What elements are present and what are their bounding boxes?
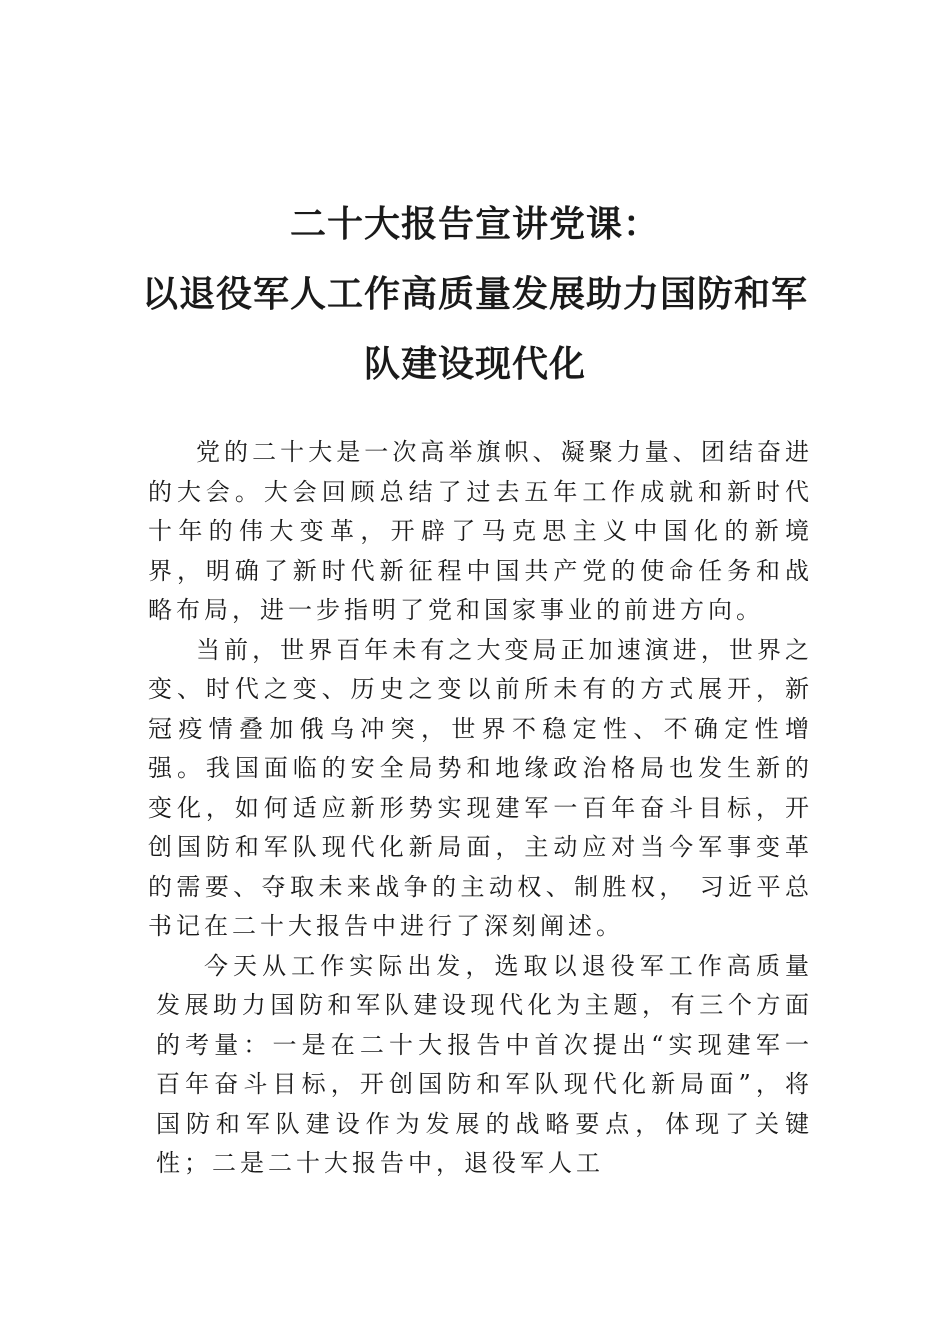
paragraph: 今天从工作实际出发，选取以退役军工作高质量发展助力国防和军队建设现代化为主题，有三个方面的考量：一是在二十大报告中首次提出“实现建军一百年奋斗目标，开创国防和军队现代化新局面”，将国防和军队建设作为发展的战略要点，体现了关键性；二是二十大报告中，退役军人工 [156, 951, 813, 1177]
document-title [140, 190, 810, 400]
document-body [148, 433, 813, 1184]
paragraph: 党的二十大是一次高举旗帜、凝聚力量、团结奋进的大会。大会回顾总结了过去五年工作成就和新时代十年的伟大变革，开辟了马克思主义中国化的新境界，明确了新时代新征程中国共产党的使命任务和战略布局，进一步指明了党和国家事业的前进方向。 [148, 438, 813, 624]
title-line-1: 二十大报告宣讲党课： [289, 204, 660, 245]
title-line-3: 队建设现代化 [363, 344, 586, 385]
title-line-2: 以退役军人工作高质量发展助力国防和军 [141, 274, 808, 315]
paragraph: 当前，世界百年未有之大变局正加速演进，世界之变、时代之变、历史之变以前所未有的方式展开，新冠疫情叠加俄乌冲突，世界不稳定性、不确定性增强。我国面临的安全局势和地缘政治格局也发生新的变化，如何适应新形势实现建军一百年奋斗目标，开创国防和军队现代化新局面，主动应对当今军事变革的需要、夺取未来战争的主动权、制胜权， 习近平总书记在二十大报告中进行了深刻阐述。 [148, 635, 813, 940]
